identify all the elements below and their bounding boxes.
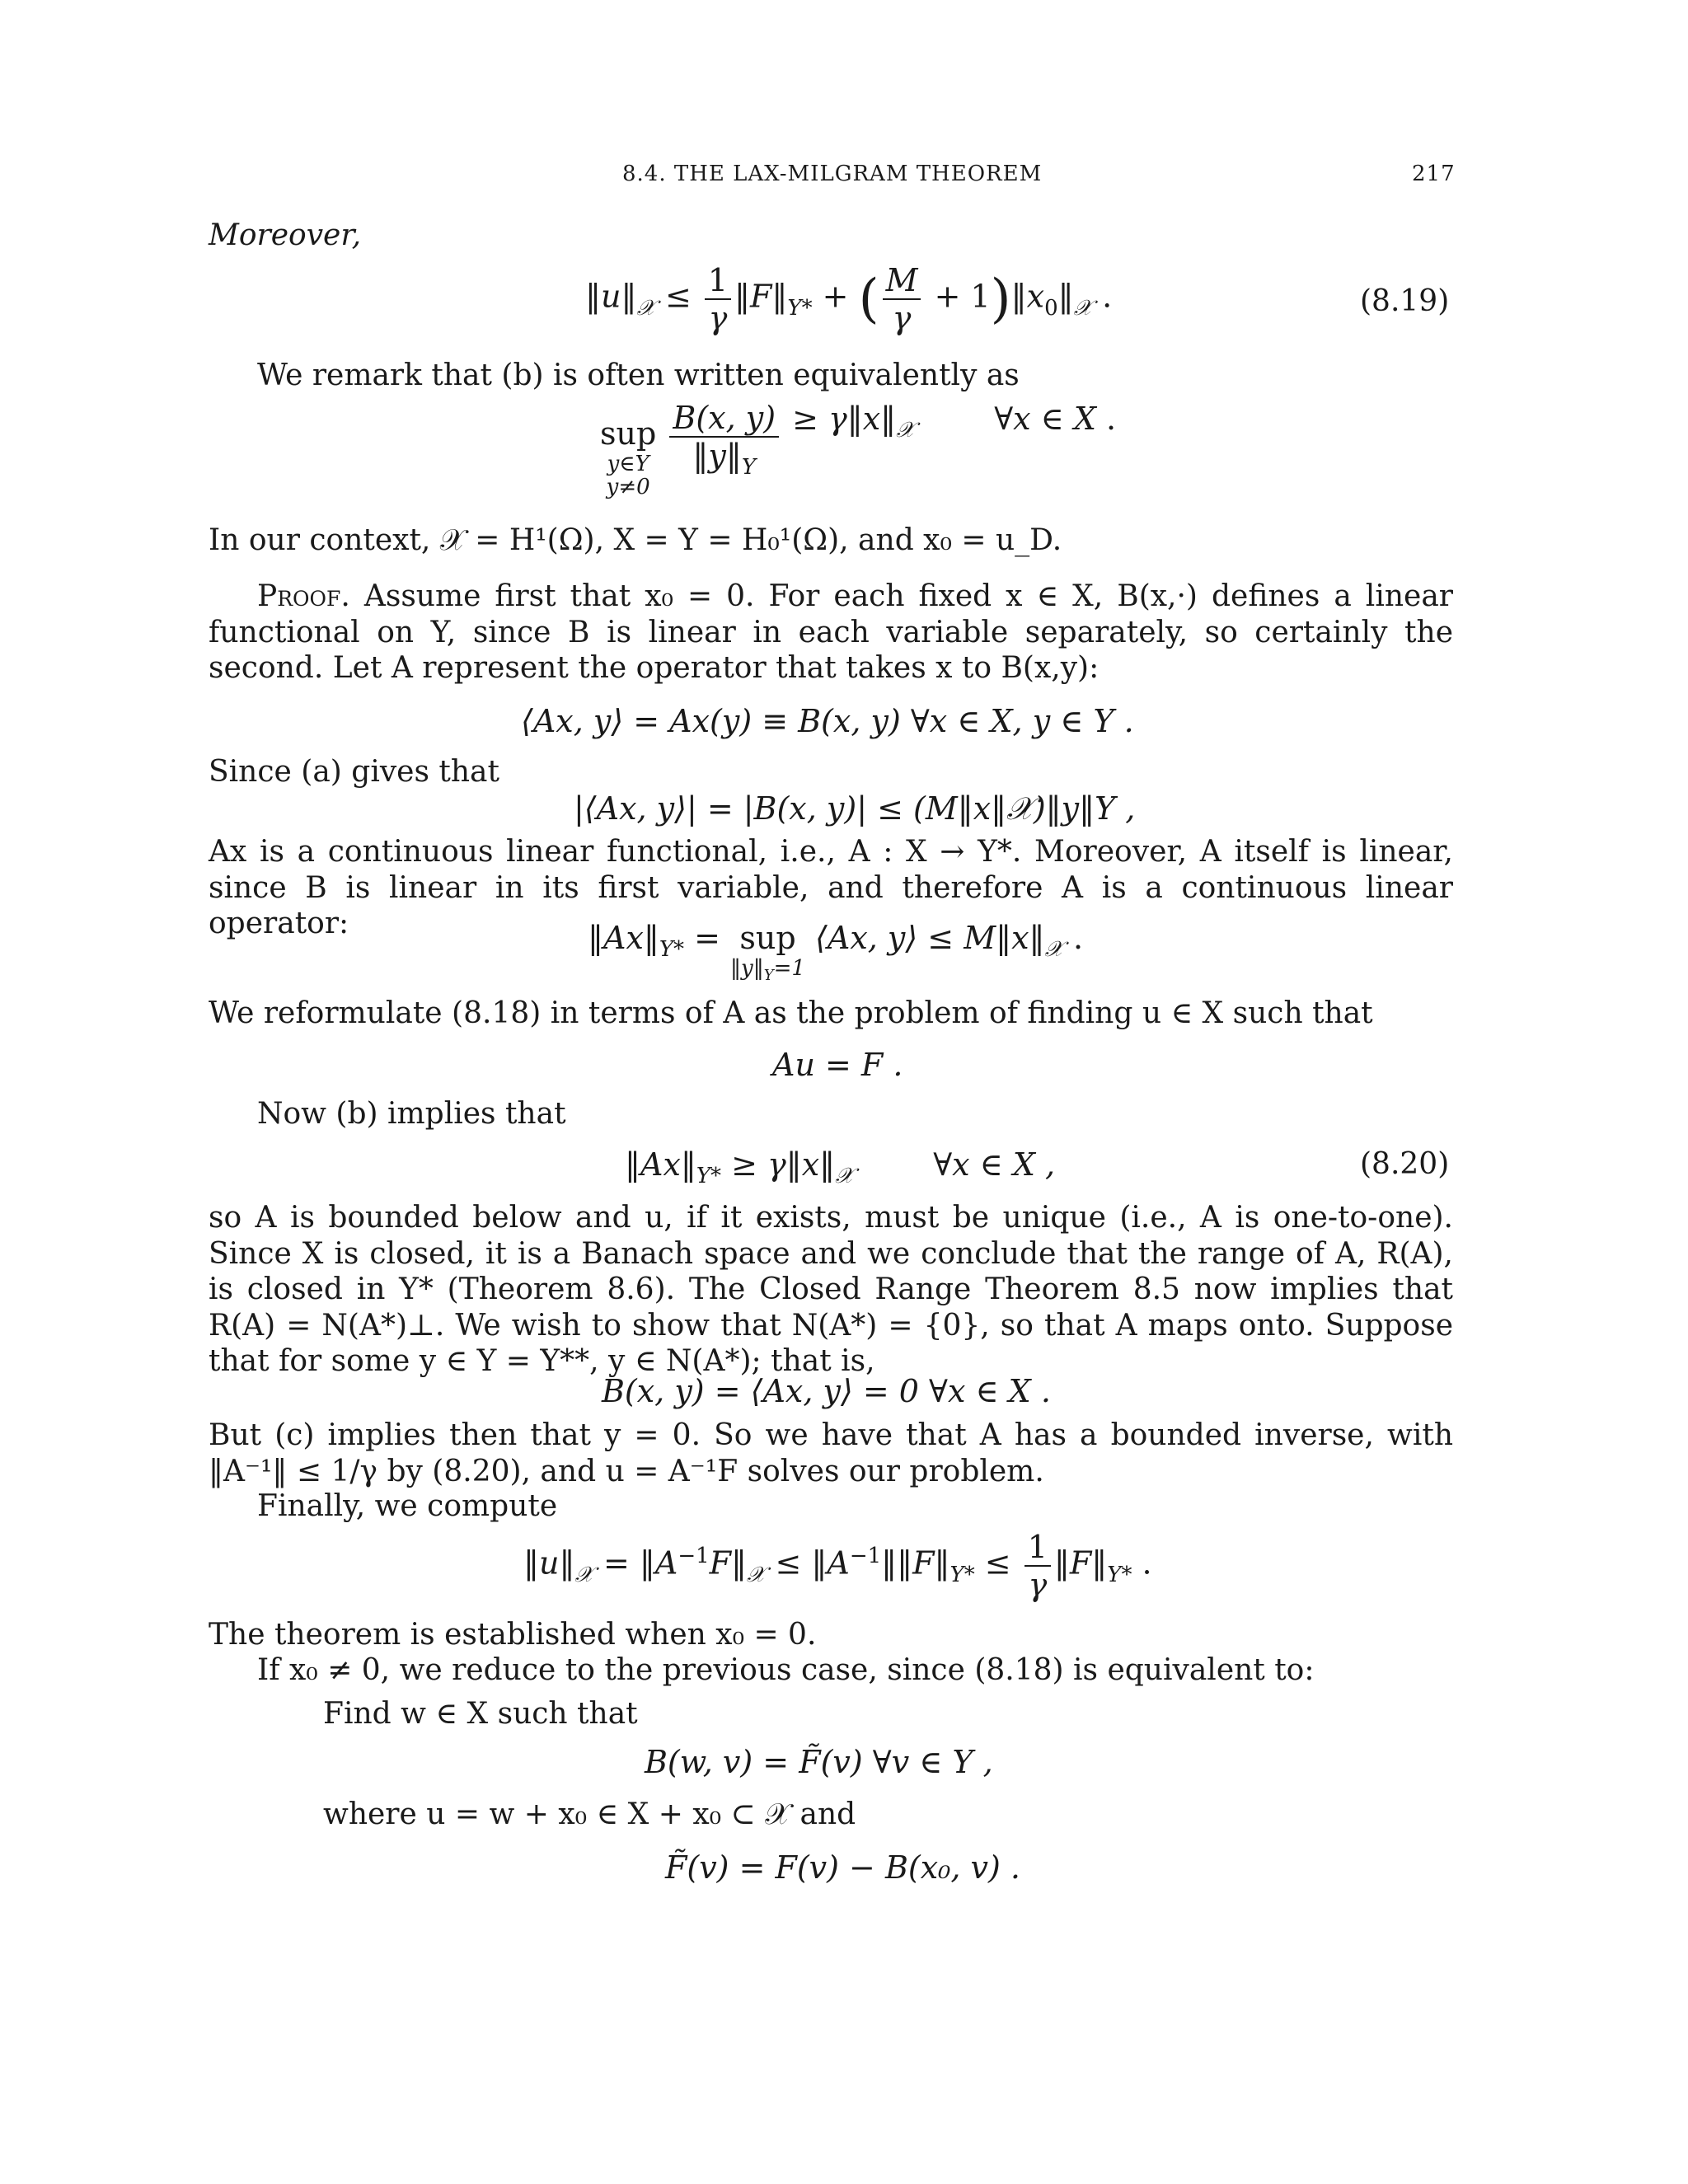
bounded-below-paragraph: so A is bounded below and u, if it exists, must be unique (i.e., A is one-to-one). Since X is closed, it is a Banach space and we conclude that the range of A, R(A), is closed in Y* (Theorem 8.6). The Closed Range Theorem 8.5 now implies that R(A) = N(A*)⊥. We wish to show that N(A*) = {0}, so that A maps onto. Suppose that for some y ∈ Y = Y**, y ∈ N(A*); that is,	[209, 1201, 1453, 1378]
proof-label: Proof.	[257, 579, 350, 613]
reformulate-text: We reformulate (8.18) in terms of A as the problem of finding u ∈ X such that	[209, 996, 1373, 1030]
equation-f-tilde: F̃(v) = F(v) − B(x₀, v) .	[665, 1849, 1020, 1886]
equation-au-f: Au = F .	[772, 1047, 903, 1083]
running-header: 8.4. THE LAX-MILGRAM THEOREM	[622, 162, 1043, 186]
equation-final-estimate: $‖u‖_𝒳$ = $‖A^{-1}F‖_𝒳$ ≤ $‖A^{-1}‖‖F‖_{Y*}$ ≤ $\frac{1}{\gamma}$ $‖F‖_{Y*}$ .	[523, 1529, 1152, 1603]
equation-ax-definition: ⟨Ax, y⟩ = Ax(y) ≡ B(x, y) ∀x ∈ X, y ∈ Y .	[521, 703, 1134, 739]
established-text: The theorem is established when x₀ = 0.	[209, 1618, 817, 1652]
where-u-text: where u = w + x₀ ∈ X + x₀ ⊂ 𝒳 and	[323, 1797, 856, 1831]
equation-8-20: $‖Ax‖_{Y*}$ ≥ $\gamma‖x‖_𝒳$ ∀x ∈ X ,	[625, 1146, 1056, 1188]
equation-bwv: B(w, v) = F̃(v) ∀v ∈ Y ,	[645, 1744, 993, 1780]
equation-operator-norm: $‖Ax‖_{Y*}$ = sup $‖y‖_Y=1$ ⟨Ax, y⟩ ≤ $M‖x‖_𝒳$ .	[588, 920, 1084, 985]
c-implies-paragraph: But (c) implies then that y = 0. So we have that A has a bounded inverse, with ‖A⁻¹‖ ≤ 1/γ by (8.20), and u = A⁻¹F solves our problem.	[209, 1418, 1453, 1488]
equation-bxy-zero: B(x, y) = ⟨Ax, y⟩ = 0 ∀x ∈ X .	[602, 1373, 1051, 1409]
equation-number-8-19: (8.19)	[1360, 284, 1450, 318]
since-a-text: Since (a) gives that	[209, 755, 499, 789]
equation-number-8-20: (8.20)	[1360, 1147, 1450, 1181]
equation-8-19: $‖u‖_𝒳$ ≤ $\frac{1}{\gamma}$ $‖F‖_{Y*}$ + ( $\frac{M}{\gamma}$ + $1)‖x_0‖_𝒳$ .	[585, 262, 1113, 336]
if-x0-text: If x₀ ≠ 0, we reduce to the previous case, since (8.18) is equivalent to:	[257, 1653, 1315, 1687]
continuous-paragraph: Ax is a continuous linear functional, i.e., A : X → Y*. Moreover, A itself is linear, since B is linear in its first variable, and therefore A is a continuous linear operator:	[209, 835, 1453, 940]
equation-bound: |⟨Ax, y⟩| = |B(x, y)| ≤ (M‖x‖𝒳)‖y‖Y ,	[574, 790, 1136, 827]
moreover-text: Moreover,	[209, 218, 362, 252]
find-w-text: Find w ∈ X such that	[323, 1697, 638, 1731]
context-text: In our context, 𝒳 = H¹(Ω), X = Y = H₀¹(Ω), and x₀ = u_D.	[209, 523, 1062, 557]
proof-paragraph-1-text: Assume first that x₀ = 0. For each fixed x ∈ X, B(x,·) defines a linear functional on Y, since B is linear in each variable separately, so certainly the second. Let A represent the operator that takes x to B(x,y):	[209, 579, 1453, 685]
page-number: 217	[1412, 162, 1456, 186]
proof-paragraph-1	[209, 579, 1453, 687]
now-b-text: Now (b) implies that	[257, 1097, 566, 1131]
equation-sup-inf: sup y∈Y y≠0 $\frac{B(x, y)}{‖y‖_Y}$ ≥ $\gamma‖x‖_𝒳$ ∀x ∈ X .	[600, 400, 1117, 499]
finally-text: Finally, we compute	[257, 1489, 558, 1523]
remark-text: We remark that (b) is often written equivalently as	[257, 359, 1020, 392]
